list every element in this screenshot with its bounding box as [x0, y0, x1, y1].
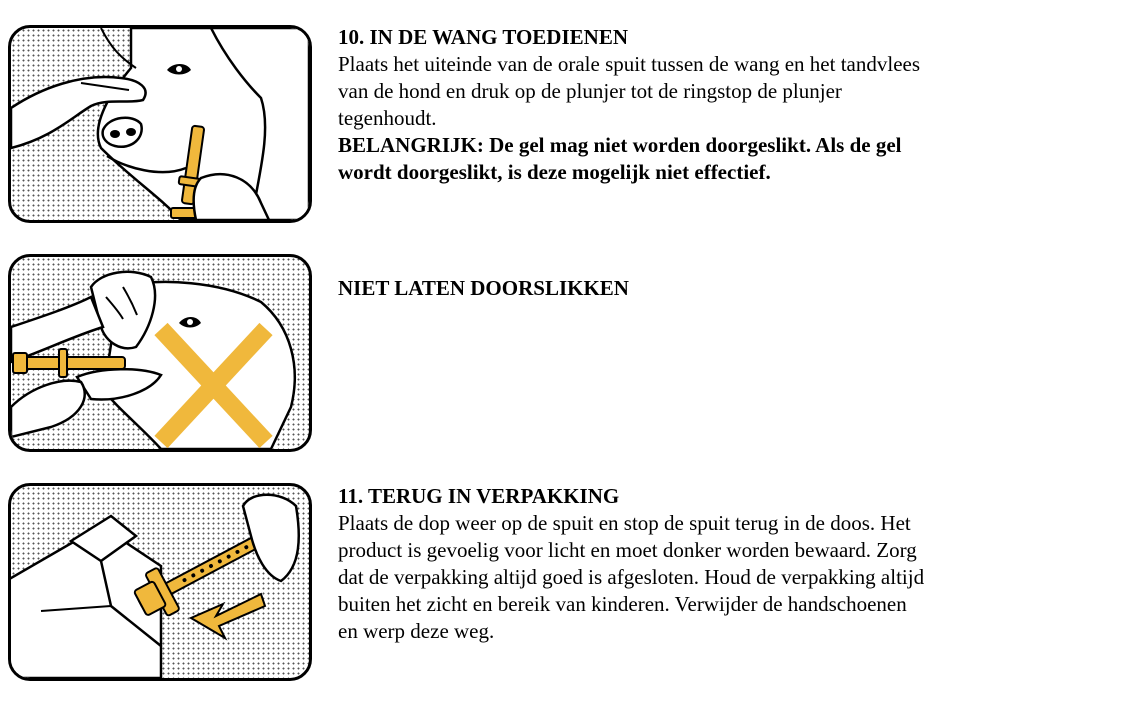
- do-not-swallow-heading: NIET LATEN DOORSLIKKEN: [338, 276, 629, 300]
- step-10-text: [338, 24, 1038, 186]
- illustration-do-not-swallow: [8, 254, 312, 452]
- syringe-box-arrow-icon: [11, 486, 309, 678]
- step-10-line-2: van de hond en druk op de plunjer tot de ringstop de plunjer: [338, 79, 842, 103]
- illustration-return-to-box: [8, 483, 312, 681]
- illustration-cheek-application: [8, 25, 312, 223]
- step-11-line-4: buiten het zicht en bereik van kinderen. Verwijder de handschoenen: [338, 592, 907, 616]
- dog-syringe-cheek-icon: [11, 28, 309, 220]
- step-10-heading: 10. IN DE WANG TOEDIENEN: [338, 25, 628, 49]
- do-not-swallow-text: [338, 275, 1038, 302]
- step-10-line-1: Plaats het uiteinde van de orale spuit tussen de wang en het tandvlees: [338, 52, 921, 76]
- step-11-line-2: product is gevoelig voor licht en moet donker worden bewaard. Zorg: [338, 538, 917, 562]
- dog-syringe-crossed-icon: [11, 257, 309, 449]
- step-11-text: [338, 483, 1038, 645]
- step-11-line-3: dat de verpakking altijd goed is afgesloten. Houd de verpakking altijd: [338, 565, 925, 589]
- step-11-line-1: Plaats de dop weer op de spuit en stop de spuit terug in de doos. Het: [338, 511, 911, 535]
- step-10-warning-1: BELANGRIJK: De gel mag niet worden doorgeslikt. Als de gel: [338, 133, 902, 157]
- step-11-heading: 11. TERUG IN VERPAKKING: [338, 484, 620, 508]
- step-11-line-5: en werp deze weg.: [338, 619, 495, 643]
- step-10-warning-2: wordt doorgeslikt, is deze mogelijk niet effectief.: [338, 160, 771, 184]
- step-10-line-3: tegenhoudt.: [338, 106, 437, 130]
